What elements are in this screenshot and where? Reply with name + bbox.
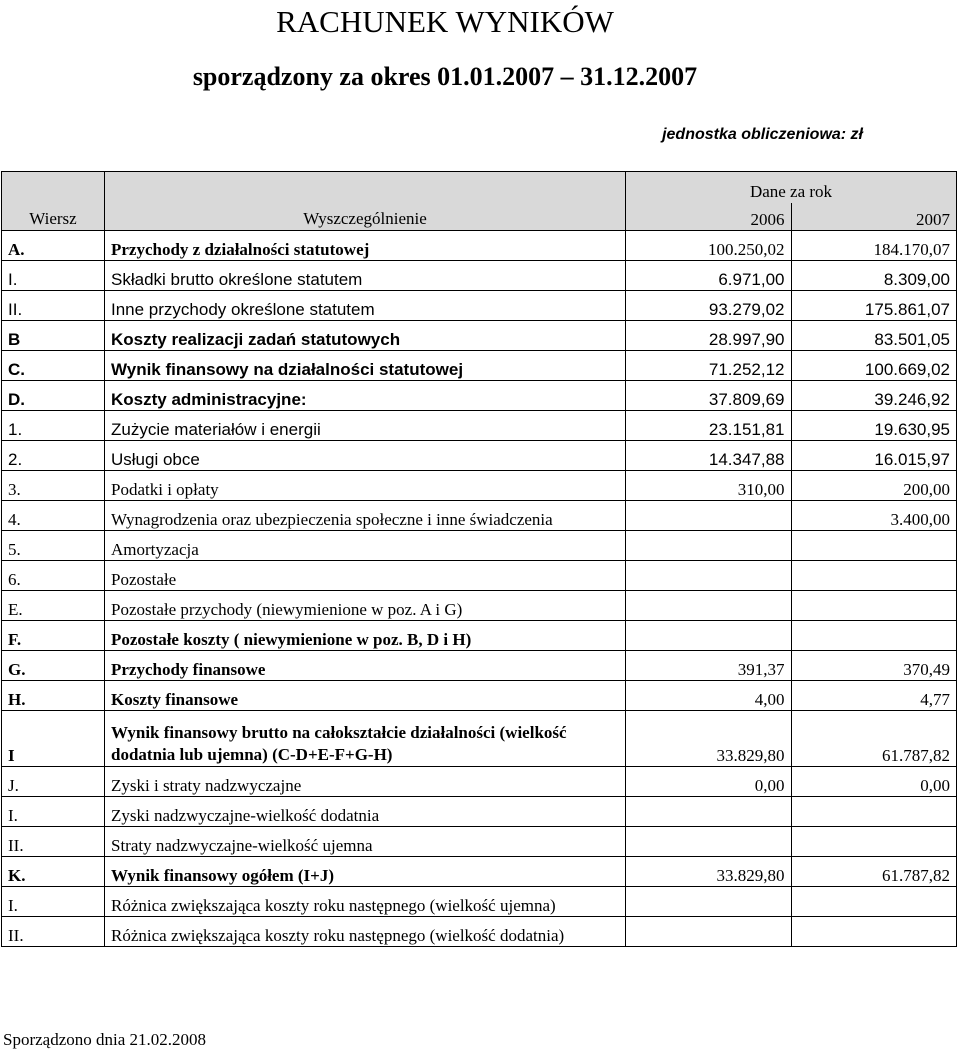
table-row [2, 531, 957, 561]
table-row [2, 827, 957, 857]
row-code: F. [2, 621, 105, 651]
row-label: Różnica zwiększająca koszty roku następnego (wielkość dodatnia) [105, 917, 626, 947]
row-value-2007: 175.861,07 [791, 291, 957, 321]
table-row [2, 767, 957, 797]
table-row [2, 261, 957, 291]
row-label: Zyski i straty nadzwyczajne [105, 767, 626, 797]
row-label: Podatki i opłaty [105, 471, 626, 501]
row-code: II. [2, 291, 105, 321]
row-code: B [2, 321, 105, 351]
row-code: C. [2, 351, 105, 381]
row-code: 5. [2, 531, 105, 561]
income-statement-table [1, 171, 957, 947]
row-value-2007 [791, 621, 957, 651]
row-value-2006: 100.250,02 [626, 231, 792, 261]
table-row [2, 681, 957, 711]
table-row [2, 917, 957, 947]
row-value-2007 [791, 917, 957, 947]
row-code: E. [2, 591, 105, 621]
unit-label: jednostka obliczeniowa: zł [662, 126, 863, 143]
row-value-2007 [791, 561, 957, 591]
row-label: Wynik finansowy brutto na całokształcie działalności (wielkość dodatnia lub ujemna) (C-D+E-F+G-H) [105, 711, 626, 767]
row-label: Koszty administracyjne: [105, 381, 626, 411]
table-row [2, 561, 957, 591]
row-label: Usługi obce [105, 441, 626, 471]
row-code: II. [2, 827, 105, 857]
row-value-2007: 184.170,07 [791, 231, 957, 261]
row-value-2006 [626, 501, 792, 531]
row-code: 1. [2, 411, 105, 441]
row-value-2006 [626, 917, 792, 947]
row-value-2006: 23.151,81 [626, 411, 792, 441]
row-value-2007: 3.400,00 [791, 501, 957, 531]
row-label: Straty nadzwyczajne-wielkość ujemna [105, 827, 626, 857]
row-value-2006 [626, 797, 792, 827]
header-year-2007: 2007 [791, 203, 957, 231]
row-code: I. [2, 887, 105, 917]
row-label: Zyski nadzwyczajne-wielkość dodatnia [105, 797, 626, 827]
row-value-2006 [626, 827, 792, 857]
row-code: H. [2, 681, 105, 711]
row-value-2006: 14.347,88 [626, 441, 792, 471]
row-value-2007 [791, 797, 957, 827]
header-wyszczegolnienie: Wyszczególnienie [105, 172, 626, 231]
row-value-2006: 310,00 [626, 471, 792, 501]
row-label: Koszty realizacji zadań statutowych [105, 321, 626, 351]
report-period: sporządzony za okres 01.01.2007 – 31.12.2007 [192, 62, 698, 91]
header-year-2006: 2006 [626, 203, 792, 231]
table-row [2, 501, 957, 531]
row-label: Przychody z działalności statutowej [105, 231, 626, 261]
row-value-2007: 19.630,95 [791, 411, 957, 441]
report-title: RACHUNEK WYNIKÓW [276, 4, 614, 39]
row-value-2007: 370,49 [791, 651, 957, 681]
table-row [2, 441, 957, 471]
row-label: Inne przychody określone statutem [105, 291, 626, 321]
row-label: Pozostałe przychody (niewymienione w poz. A i G) [105, 591, 626, 621]
row-value-2007: 61.787,82 [791, 711, 957, 767]
row-value-2006: 4,00 [626, 681, 792, 711]
row-value-2006 [626, 621, 792, 651]
row-value-2007: 39.246,92 [791, 381, 957, 411]
row-value-2007: 8.309,00 [791, 261, 957, 291]
row-value-2006: 37.809,69 [626, 381, 792, 411]
table-row [2, 351, 957, 381]
row-value-2007 [791, 591, 957, 621]
footer-date: Sporządzono dnia 21.02.2008 [3, 1030, 207, 1049]
row-value-2007: 200,00 [791, 471, 957, 501]
table-row [2, 651, 957, 681]
row-value-2006: 71.252,12 [626, 351, 792, 381]
row-label: Pozostałe [105, 561, 626, 591]
table-row [2, 711, 957, 767]
row-value-2006: 6.971,00 [626, 261, 792, 291]
row-code: I [2, 711, 105, 767]
row-value-2007 [791, 531, 957, 561]
row-value-2007: 83.501,05 [791, 321, 957, 351]
row-code: II. [2, 917, 105, 947]
table-row [2, 411, 957, 441]
table-row [2, 857, 957, 887]
row-code: 4. [2, 501, 105, 531]
header-wiersz: Wiersz [2, 172, 105, 231]
row-code: 2. [2, 441, 105, 471]
table-row [2, 231, 957, 261]
row-code: K. [2, 857, 105, 887]
row-value-2006: 0,00 [626, 767, 792, 797]
row-value-2006: 391,37 [626, 651, 792, 681]
row-label: Amortyzacja [105, 531, 626, 561]
table-row [2, 381, 957, 411]
table-row [2, 471, 957, 501]
row-code: 6. [2, 561, 105, 591]
row-value-2006: 93.279,02 [626, 291, 792, 321]
row-label: Różnica zwiększająca koszty roku następnego (wielkość ujemna) [105, 887, 626, 917]
row-value-2007 [791, 887, 957, 917]
row-label: Zużycie materiałów i energii [105, 411, 626, 441]
table-row [2, 591, 957, 621]
row-label: Koszty finansowe [105, 681, 626, 711]
row-code: I. [2, 261, 105, 291]
table-row [2, 321, 957, 351]
table-row [2, 291, 957, 321]
row-value-2006 [626, 561, 792, 591]
row-code: D. [2, 381, 105, 411]
row-code: J. [2, 767, 105, 797]
table-row [2, 887, 957, 917]
row-value-2007: 61.787,82 [791, 857, 957, 887]
row-value-2006: 28.997,90 [626, 321, 792, 351]
row-value-2007: 0,00 [791, 767, 957, 797]
row-value-2007: 4,77 [791, 681, 957, 711]
row-value-2007: 100.669,02 [791, 351, 957, 381]
row-value-2006 [626, 591, 792, 621]
row-label: Pozostałe koszty ( niewymienione w poz. B, D i H) [105, 621, 626, 651]
row-value-2006: 33.829,80 [626, 857, 792, 887]
header-row-top [2, 172, 957, 204]
table-row [2, 621, 957, 651]
row-value-2006 [626, 887, 792, 917]
row-value-2007: 16.015,97 [791, 441, 957, 471]
row-code: A. [2, 231, 105, 261]
row-code: 3. [2, 471, 105, 501]
row-label: Składki brutto określone statutem [105, 261, 626, 291]
row-label: Wynik finansowy ogółem (I+J) [105, 857, 626, 887]
row-code: I. [2, 797, 105, 827]
row-label: Wynik finansowy na działalności statutowej [105, 351, 626, 381]
header-dane-za-rok: Dane za rok [626, 172, 957, 204]
table-row [2, 797, 957, 827]
row-value-2006 [626, 531, 792, 561]
row-label: Przychody finansowe [105, 651, 626, 681]
row-label: Wynagrodzenia oraz ubezpieczenia społeczne i inne świadczenia [105, 501, 626, 531]
row-value-2006: 33.829,80 [626, 711, 792, 767]
row-value-2007 [791, 827, 957, 857]
row-code: G. [2, 651, 105, 681]
